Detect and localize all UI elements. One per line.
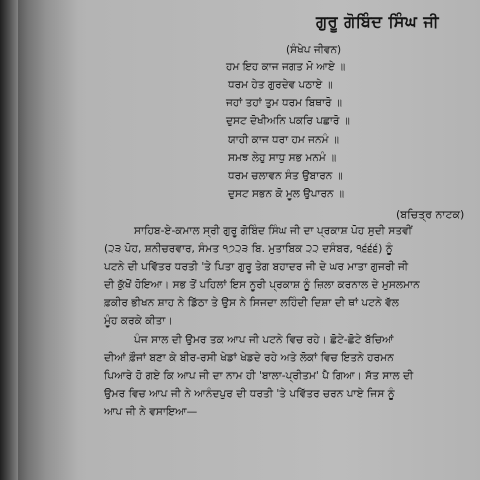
body-line: ਫ਼ਕੀਰ ਭੀਖਨ ਸ਼ਾਹ ਨੇ ਡਿੱਠਾ ਤੇ ਉਸ ਨੇ ਸਿਜਦਾ ਲਹਿੰਦੀ ਦਿਸ਼ਾ ਦੀ ਥਾਂ ਪਟਨੇ ਵੱਲ [104,297,399,309]
body-line: ਦੀ ਕੁੱਖੋਂ ਹੋਇਆ। ਸਭ ਤੋਂ ਪਹਿਲਾਂ ਇਸ ਨੂਰੀ ਪ੍ਰਕਾਸ਼ ਨੂੰ ਜ਼ਿਲਾ ਕਰਨਾਲ ਦੇ ਮੁਸਲਮਾਨ [104,279,420,291]
subheading: (ਸੰਖੇਪ ਜੀਵਨ) [286,44,342,56]
verse-line: ਯਾਹੀ ਕਾਜ ਧਰਾ ਹਮ ਜਨਮੰ ॥ [228,134,339,146]
body-line: ਪਟਨੇ ਦੀ ਪਵਿੱਤਰ ਧਰਤੀ 'ਤੇ ਪਿਤਾ ਗੁਰੂ ਤੇਗ ਬਹਾਦਰ ਜੀ ਦੇ ਘਰ ਮਾਤਾ ਗੁਜਰੀ ਜੀ [104,261,409,273]
body-line: ਸਾਹਿਬ-ਏ-ਕਮਾਲ ਸ੍ਰੀ ਗੁਰੂ ਗੋਬਿੰਦ ਸਿੰਘ ਜੀ ਦਾ ਪ੍ਰਕਾਸ਼ ਪੋਹ ਸੁਦੀ ਸਤਵੀਂ [134,225,412,237]
verse-line: ਹਮ ਇਹ ਕਾਜ ਜਗਤ ਮੋ ਆਏ ॥ [226,61,346,73]
lower-section [104,0,480,480]
verse-line: ਦੁਸਟ ਦੋਖੀਅਨਿ ਪਕਰਿ ਪਛਾਰੋ ॥ [226,115,350,127]
body-line: ਪੰਜ ਸਾਲ ਦੀ ਉਮਰ ਤਕ ਆਪ ਜੀ ਪਟਨੇ ਵਿਚ ਰਹੇ। ਛੋਟੇ-ਛੋਟੇ ਬੱਚਿਆਂ [134,334,394,346]
body-line: ਆਪ ਜੀ ਨੇ ਵਸਾਇਆ— [104,406,198,418]
verse-line: ਜਹਾਂ ਤਹਾਂ ਤੁਮ ਧਰਮ ਬਿਥਾਰੋ ॥ [226,97,342,109]
body-line: ਉਮਰ ਵਿਚ ਆਪ ਜੀ ਨੇ ਆਨੰਦਪੁਰ ਦੀ ਧਰਤੀ 'ਤੇ ਪਵਿੱਤਰ ਚਰਨ ਪਾਏ ਜਿਸ ਨੂੰ [104,388,395,400]
verse-line: ਧਰਮ ਚਲਾਵਨ ਸੰਤ ਉਬਾਰਨ ॥ [228,170,343,182]
verse-line: ਦੁਸਟ ਸਭਨ ਕੋ ਮੂਲ ਉਪਾਰਨ ॥ [228,188,345,200]
body-line: ਮੂੰਹ ਕਰਕੇ ਕੀਤਾ। [104,315,173,327]
body-line: ਪਿਆਰੇ ਹੋ ਗਏ ਕਿ ਆਪ ਜੀ ਦਾ ਨਾਮ ਹੀ 'ਬਾਲਾ-ਪ੍ਰੀਤਮ' ਪੈ ਗਿਆ। ਸੱਤ ਸਾਲ ਦੀ [104,370,414,382]
body-line: ਦੀਆਂ ਫ਼ੌਜਾਂ ਬਣਾ ਕੇ ਬੀਰ-ਰਸੀ ਖੇਡਾਂ ਖੇਡਦੇ ਰਹੇ ਅਤੇ ਲੋਕਾਂ ਵਿਚ ਇਤਨੇ ਹਰਮਨ [104,352,394,364]
verse-line: ਸਮਝ ਲੇਹੁ ਸਾਧੁ ਸਭ ਮਨਮੰ ॥ [228,152,337,164]
verse-line: ਧਰਮ ਹੇਤ ਗੁਰਦੇਵ ਪਠਾਏ ॥ [228,79,333,91]
page-heading: ਗੁਰੂ ਗੋਬਿੰਦ ਸਿੰਘ ਜੀ [316,12,440,31]
source-citation: (ਬਚਿਤ੍ਰ ਨਾਟਕ) [396,208,465,221]
body-line: (੨੩ ਪੋਹ, ਸ਼ਨੀਚਰਵਾਰ, ਸੰਮਤ ੧੭੨੩ ਬਿ. ਮੁਤਾਬਿਕ ੨੨ ਦਸੰਬਰ, ੧੬੬੬) ਨੂੰ [104,243,393,255]
